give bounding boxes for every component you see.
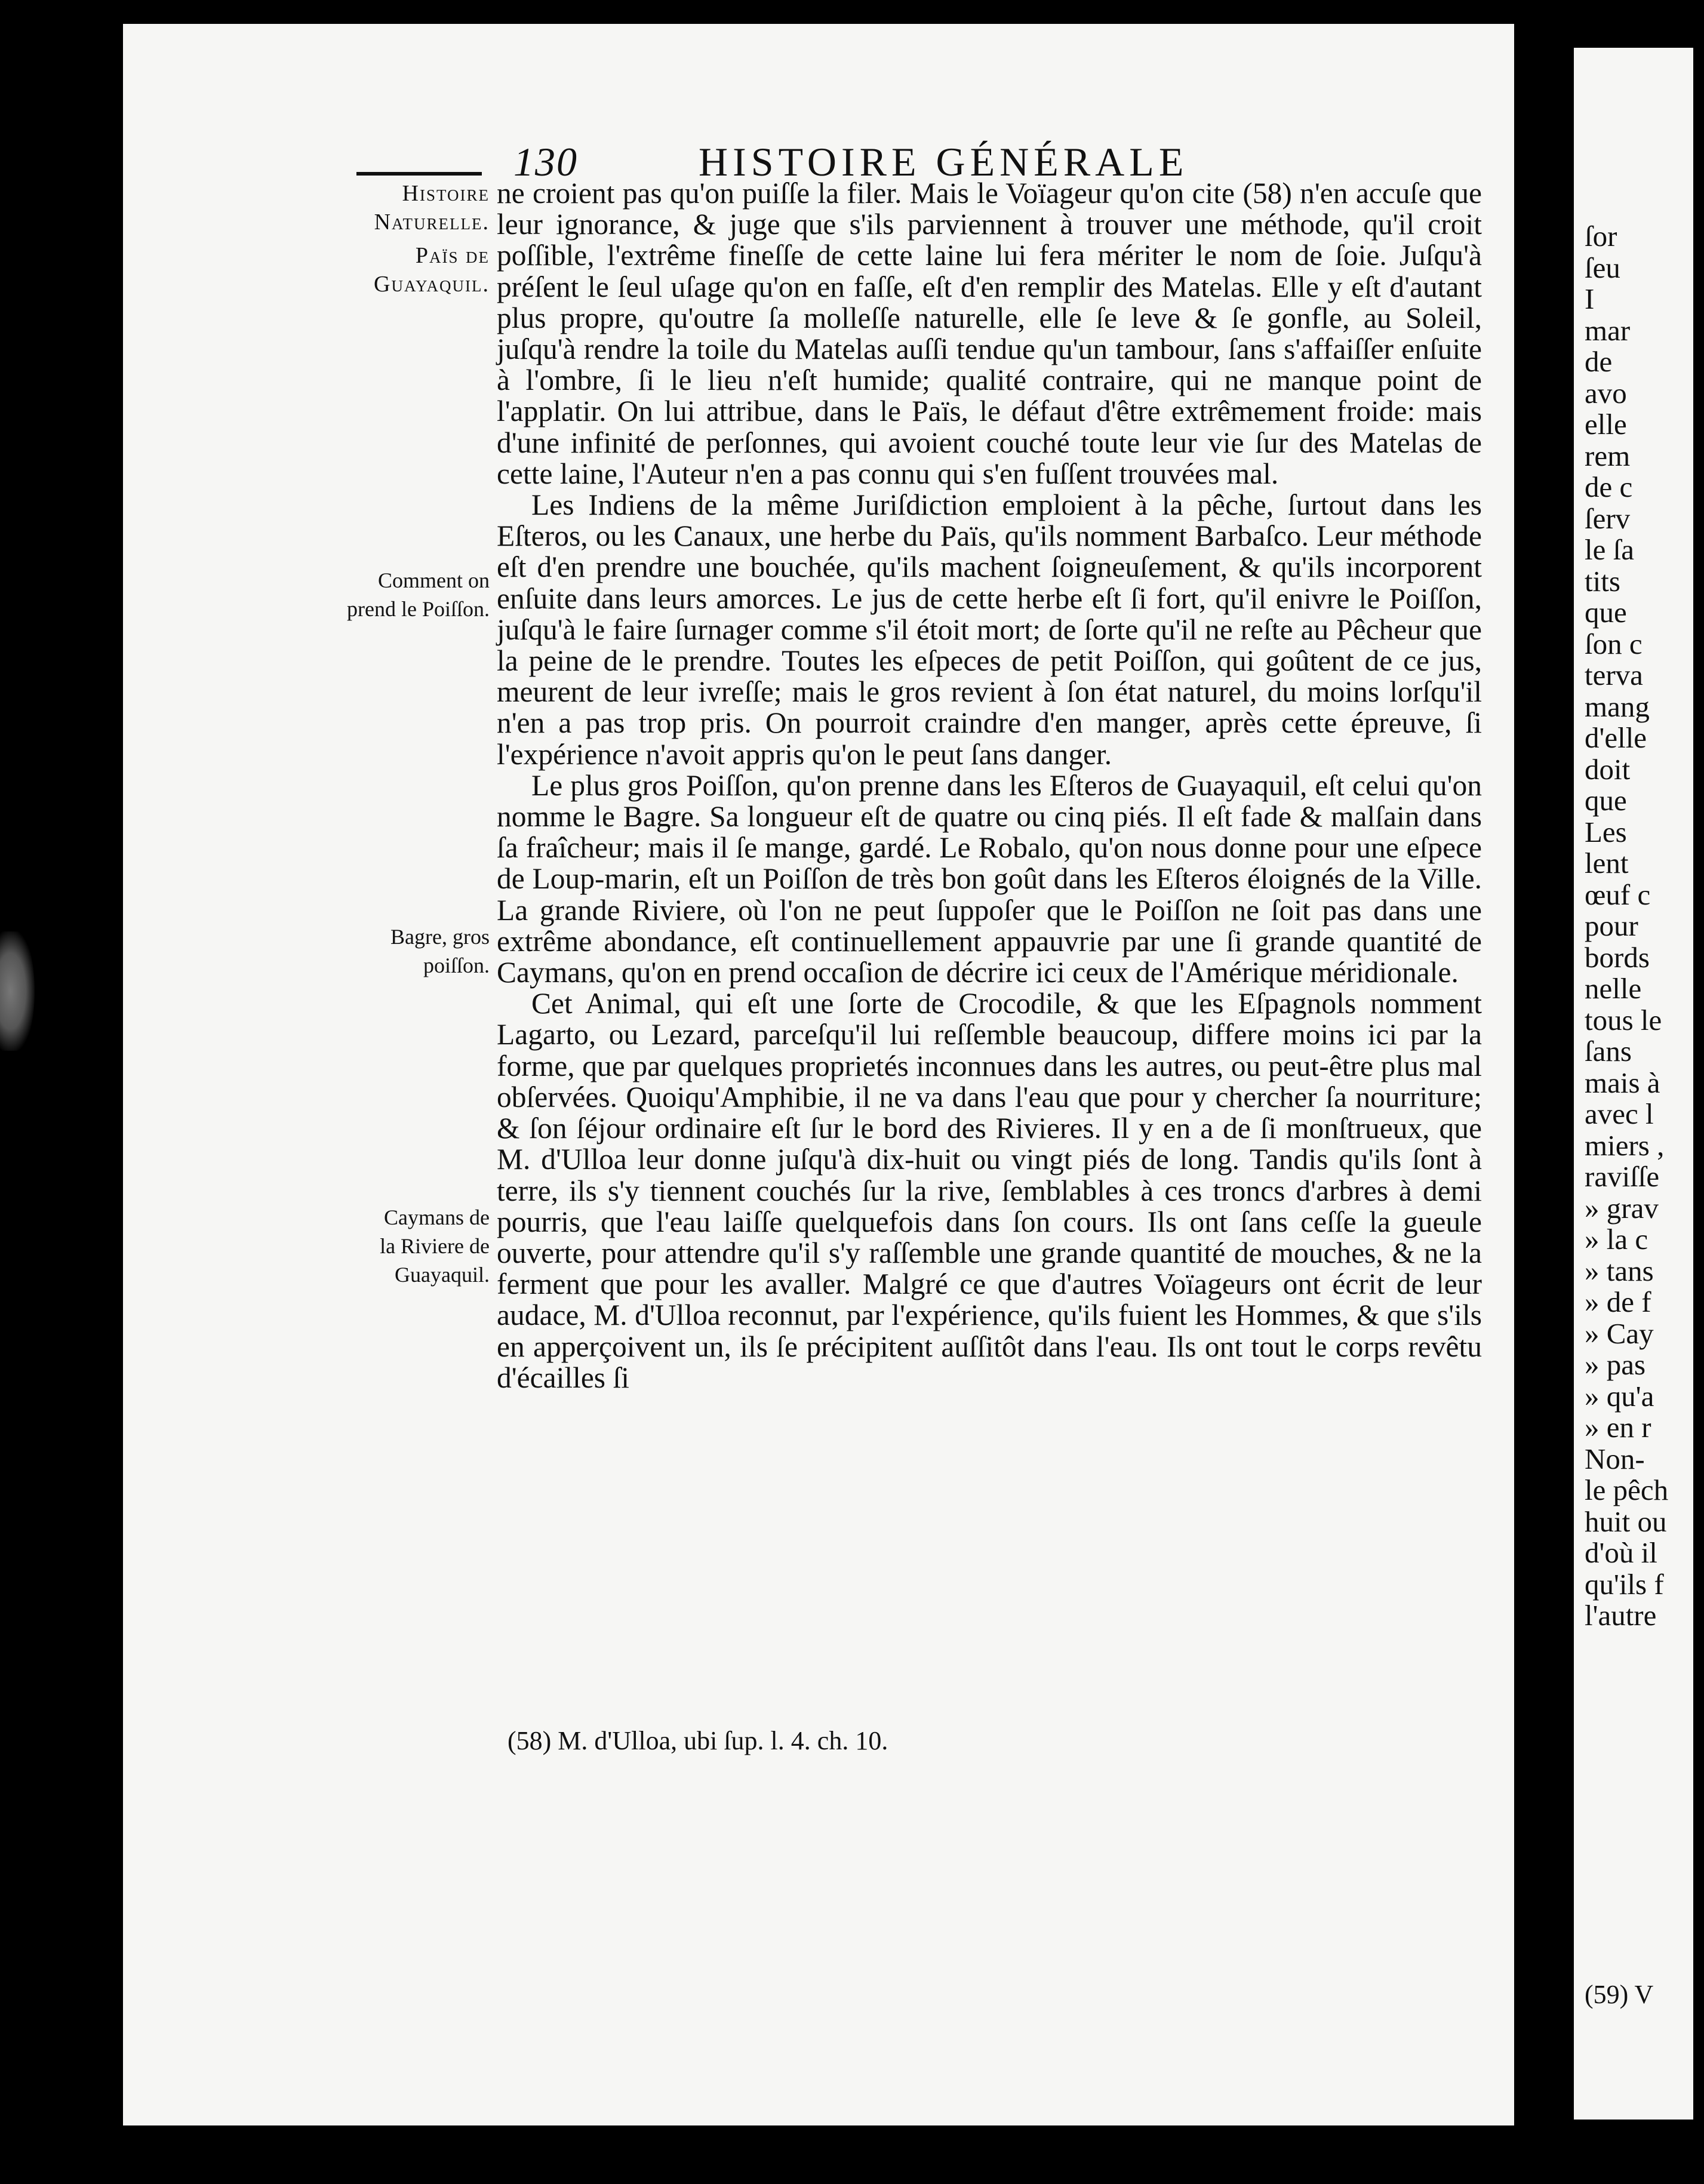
- header-rule: [356, 172, 482, 176]
- right-page-line: raviſſe: [1585, 1160, 1660, 1193]
- right-page-line: le pêch: [1585, 1474, 1669, 1506]
- right-page-line: pour: [1585, 909, 1638, 942]
- right-page-line: miers ,: [1585, 1128, 1665, 1162]
- right-page-line: terva: [1585, 659, 1643, 691]
- right-page-line: ſans: [1585, 1035, 1632, 1068]
- right-page-line: ſerv: [1585, 502, 1631, 535]
- right-page-line: elle: [1585, 408, 1627, 441]
- right-page-line: Les: [1585, 815, 1627, 848]
- margin-section-line: Histoire: [402, 181, 490, 206]
- main-text: [497, 178, 1482, 1394]
- margin-note-poisson: [310, 566, 490, 623]
- right-page-line: » de f: [1585, 1285, 1651, 1318]
- right-page-line: huit ou: [1585, 1505, 1667, 1538]
- right-page-line: ſeu: [1585, 251, 1620, 284]
- right-page-line: mar: [1585, 313, 1631, 347]
- right-page-line: » qu'a: [1585, 1379, 1654, 1413]
- running-title: HISTOIRE GÉNÉRALE: [699, 139, 1189, 184]
- right-page-line: œuf c: [1585, 878, 1651, 911]
- right-page-line: l'autre: [1585, 1599, 1657, 1632]
- margin-note-line: Bagre, gros: [390, 925, 490, 949]
- binding-shadow: [0, 931, 35, 1051]
- right-page-line: de: [1585, 345, 1613, 378]
- right-page-line: rem: [1585, 439, 1631, 472]
- right-page-line: tous le: [1585, 1003, 1662, 1036]
- margin-note-line: poiſſon.: [423, 953, 490, 977]
- right-page-line: doit: [1585, 752, 1631, 786]
- right-page-line: » tans: [1585, 1254, 1654, 1287]
- margin-section-line: Païs de: [415, 243, 490, 268]
- right-page-line: que: [1585, 596, 1627, 629]
- margin-section-line: Naturelle.: [374, 210, 490, 235]
- right-page-text: [1585, 221, 1704, 1632]
- footnote: (58) M. d'Ulloa, ubi ſup. l. 4. ch. 10.: [507, 1726, 888, 1755]
- right-page-line: mais à: [1585, 1066, 1660, 1099]
- right-page: [1574, 48, 1693, 2120]
- margin-note-caymans: [310, 1203, 490, 1289]
- margin-note-line: Guayaquil.: [395, 1263, 490, 1287]
- right-page-line: tits: [1585, 564, 1620, 598]
- margin-section-line: Guayaquil.: [374, 272, 490, 297]
- right-page-line: lent: [1585, 847, 1629, 879]
- margin-note-bagre: [310, 922, 490, 980]
- right-page-line: Non-: [1585, 1442, 1645, 1475]
- right-page-line: nelle: [1585, 972, 1642, 1005]
- right-page-line: » la c: [1585, 1223, 1648, 1256]
- paragraph: Les Indiens de la même Juriſdiction emploient à la pêche, ſurtout dans les Eſteros, ou les Canaux, une herbe du Païs, qu'ils nomment Barbaſco. Leur méthode eſt d'en prendre une bouchée, qu'ils machent ſoigneuſement, & qu'ils incorporent enſuite dans leurs amorces. Le jus de cette herbe eſt ſi fort, qu'il enivre le Poiſſon, juſqu'à le faire ſurnager comme s'il étoit mort; de ſorte qu'il ne reſte au Pêcheur que la peine de le prendre. Toutes les eſpeces de petit Poiſſon, qui goûtent de ce jus, meurent de leur ivreſſe; mais le gros revient à ſon état naturel, du moins lorſqu'il n'en a pas trop pris. On pourroit craindre d'en manger, après cette épreuve, ſi l'expérience n'avoit appris qu'on le peut ſans danger.: [497, 488, 1482, 771]
- right-page-line: I: [1585, 282, 1595, 315]
- right-page-line: mang: [1585, 690, 1650, 723]
- right-page-line: qu'ils f: [1585, 1567, 1664, 1601]
- margin-note-line: la Riviere de: [380, 1234, 490, 1258]
- right-page-line: » en r: [1585, 1411, 1651, 1444]
- right-page-line: avec l: [1585, 1097, 1654, 1130]
- margin-section-heading: [310, 179, 490, 299]
- right-page-line: de c: [1585, 470, 1633, 503]
- page-number: 130: [513, 139, 578, 184]
- paragraph: Cet Animal, qui eſt une ſorte de Crocodile, & que les Eſpagnols nomment Lagarto, ou Lezard, parceſqu'il lui reſſemble beaucoup, differe moins ici par la forme, que par quelques proprietés inconnues dans les autres, ou peut-être plus mal obſervées. Quoiqu'Amphibie, il ne va dans l'eau que pour y chercher ſa nourriture; & ſon ſéjour ordinaire eſt ſur le bord des Rivieres. Il y en a de ſi monſtrueux, que M. d'Ulloa leur donne juſqu'à dix-huit ou vingt piés de long. Tandis qu'ils ſont à terre, ils s'y tiennent couchés ſur la rive, ſemblables à ces troncs d'arbres à demi pourris, que l'eau laiſſe quelquefois dans ſon cours. Ils ont ſans ceſſe la gueule ouverte, pour attendre qu'il s'y raſſemble une grande quantité de mouches, & ne la ferment que pour les avaller. Malgré ce que d'autres Voïageurs ont écrit de leur audace, M. d'Ulloa reconnut, par l'expérience, qu'ils fuient les Hommes, & que s'ils en apperçoivent un, ils ſe précipitent auſſitôt dans l'eau. Ils ont tout le corps revêtu d'écailles ſi: [497, 987, 1482, 1394]
- right-page-line: bords: [1585, 940, 1650, 974]
- paragraph: ne croient pas qu'on puiſſe la filer. Mais le Voïageur qu'on cite (58) n'en accuſe que leur ignorance, & juge que s'ils parviennent à trouver une méthode, qu'il croit poſſible, l'extrême fineſſe de cette laine lui fera mériter le nom de ſoie. Juſqu'à préſent le ſeul uſage qu'on en faſſe, eſt d'en remplir des Matelas. Elle y eſt d'autant plus propre, qu'outre ſa molleſſe naturelle, elle ſe leve & ſe gonfle, au Soleil, juſqu'à rendre la toile du Matelas auſſi tendue qu'un tambour, ſans s'affaiſſer enſuite à l'ombre, ſi le lieu n'eſt humide; qualité contraire, qui ne manque point de l'applatir. On lui attribue, dans le Païs, le défaut d'être extrêmement froide: mais d'une infinité de perſonnes, qui avoient couché toute leur vie ſur des Matelas de cette laine, l'Auteur n'en a pas connu qui s'en fuſſent trouvées mal.: [497, 177, 1482, 490]
- paragraph: Le plus gros Poiſſon, qu'on prenne dans les Eſteros de Guayaquil, eſt celui qu'on nomme le Bagre. Sa longueur eſt de quatre ou cinq piés. Il eſt fade & malſain dans ſa fraîcheur; mais il ſe mange, gardé. Le Robalo, qu'on nous donne pour une eſpece de Loup-marin, eſt un Poiſſon de très bon goût dans les Eſteros éloignés de la Ville. La grande Riviere, où l'on ne peut ſuppoſer que le Poiſſon ne ſoit pas dans une extrême abondance, eſt continuellement appauvrie par une ſi grande quantité de Caymans, qu'on en prend occaſion de décrire ici ceux de l'Amérique méridionale.: [497, 768, 1482, 989]
- right-page-line: d'elle: [1585, 721, 1647, 754]
- margin-note-line: Comment on: [378, 568, 490, 592]
- right-page-line: » Cay: [1585, 1316, 1654, 1350]
- right-page-line: d'où il: [1585, 1536, 1657, 1569]
- right-page-line: avo: [1585, 376, 1627, 410]
- right-page-line: que: [1585, 784, 1627, 817]
- right-page-line: » pas: [1585, 1348, 1646, 1381]
- right-page-footnote: (59) V: [1585, 1980, 1654, 2009]
- right-page-line: ſon c: [1585, 627, 1643, 660]
- margin-note-line: Caymans de: [384, 1205, 490, 1229]
- right-page-line: ſor: [1585, 220, 1617, 253]
- margin-note-line: prend le Poiſſon.: [347, 597, 490, 621]
- right-page-line: » grav: [1585, 1191, 1659, 1225]
- right-page-line: le ſa: [1585, 533, 1634, 566]
